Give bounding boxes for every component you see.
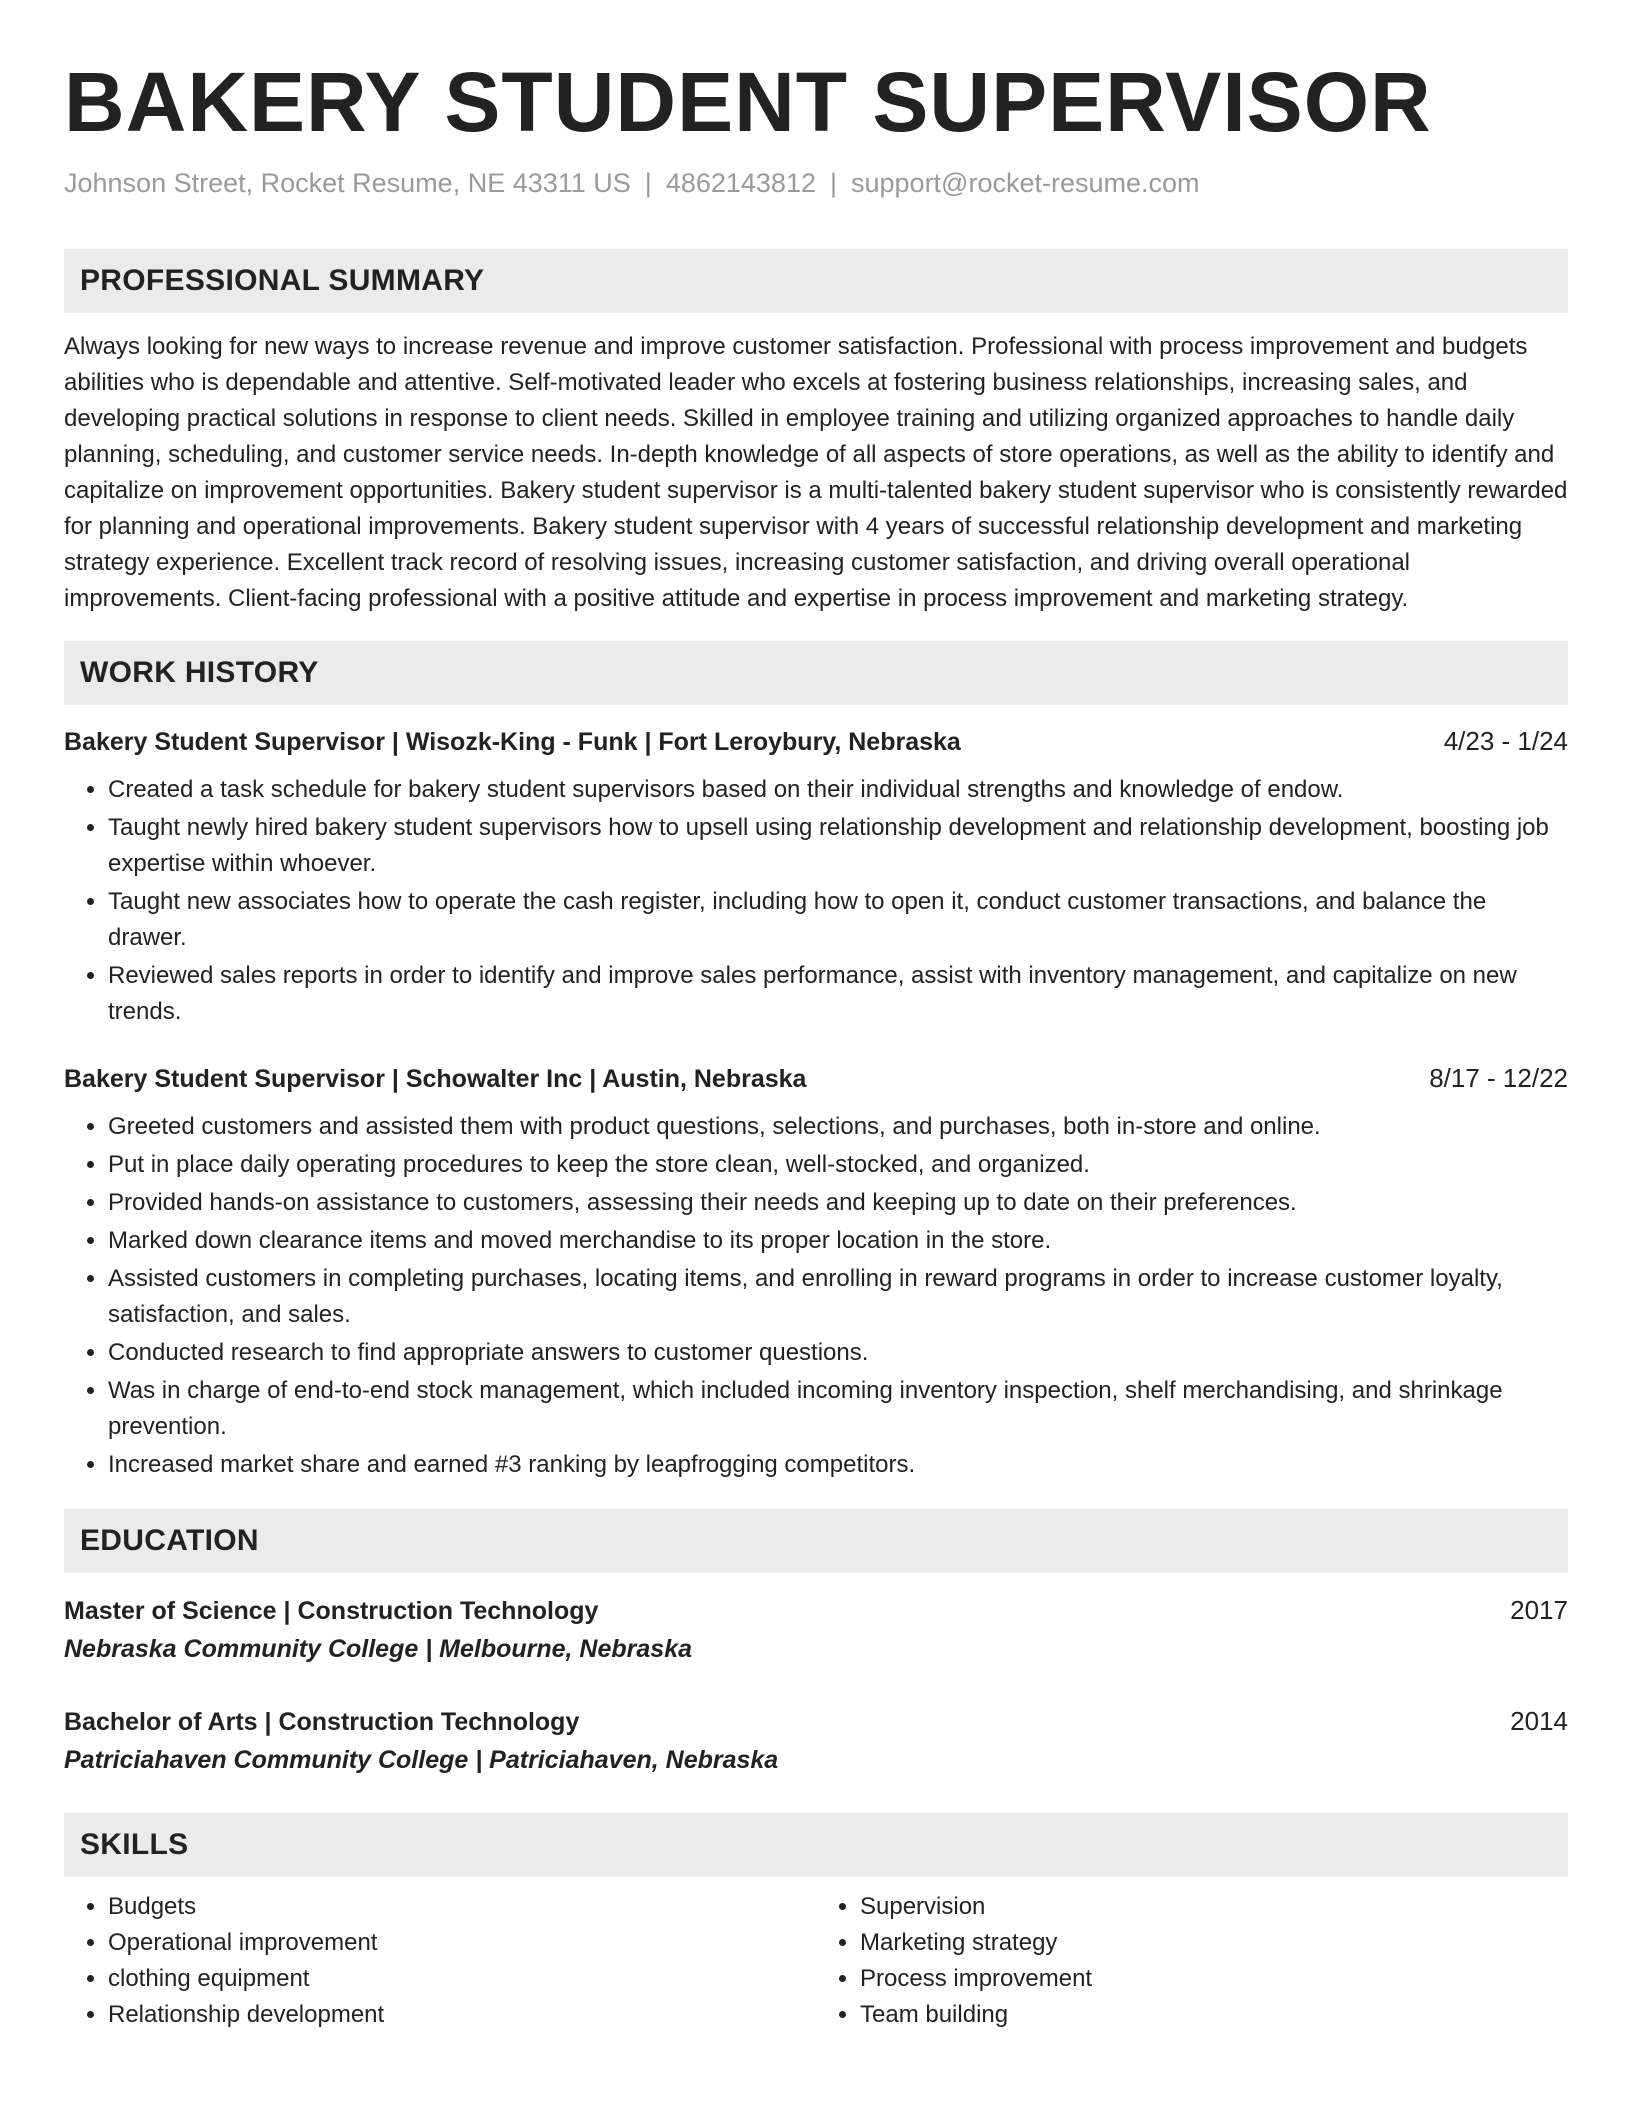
- education-degree: Master of Science | Construction Technology: [64, 1597, 599, 1626]
- job-bullet: • Was in charge of end-to-end stock management, which included incoming inventory inspection, shelf merchandising, and shrinkage prevention.: [108, 1373, 1568, 1445]
- summary-text: Always looking for new ways to increase revenue and improve customer satisfaction. Professional with process improvement and budgets abilities who is dependable and attentive. Self-motivated leader who excels at fostering business relationships, increasing sales, and developing practical solutions in response to client needs. Skilled in employee training and utilizing organized approaches to handle daily planning, scheduling, and customer service needs. In-depth knowledge of all aspects of store operations, as well as the ability to identify and capitalize on improvement opportunities. Bakery student supervisor is a multi-talented bakery student supervisor who is consistently rewarded for planning and operational improvements. Bakery student supervisor with 4 years of successful relationship development and marketing strategy experience. Excellent track record of resolving issues, increasing customer satisfaction, and driving overall operational improvements. Client-facing professional with a positive attitude and expertise in process improvement and marketing strategy.: [64, 333, 1568, 613]
- education-school: Patriciahaven Community College | Patriciahaven, Nebraska: [64, 1746, 779, 1775]
- job-title: Bakery Student Supervisor | Schowalter Inc | Austin, Nebraska: [64, 1065, 807, 1094]
- skill-item: • Operational improvement: [108, 1925, 816, 1961]
- job-title: Bakery Student Supervisor | Wisozk-King - Funk | Fort Leroybury, Nebraska: [64, 728, 961, 757]
- job-bullet: • Put in place daily operating procedures to keep the store clean, well-stocked, and organized.: [108, 1147, 1568, 1183]
- education-degree: Bachelor of Arts | Construction Technology: [64, 1708, 580, 1737]
- section-title: PROFESSIONAL SUMMARY: [80, 264, 485, 298]
- skill-item: • Supervision: [860, 1889, 1568, 1925]
- job-date: 4/23 - 1/24: [1443, 726, 1568, 757]
- contact-separator: |: [829, 168, 837, 199]
- job-bullet: • Conducted research to find appropriate answers to customer questions.: [108, 1335, 1568, 1371]
- skills-list: [64, 1889, 1568, 2033]
- skill-item: • Process improvement: [860, 1961, 1568, 1997]
- job-bullets: [64, 1109, 1568, 1483]
- job-bullets: [64, 772, 1568, 1030]
- section-header-skills: [64, 1813, 1568, 1877]
- contact-line: [64, 166, 1568, 201]
- job-bullet: • Increased market share and earned #3 ranking by leapfrogging competitors.: [108, 1447, 1568, 1483]
- job-header: [64, 1060, 1568, 1097]
- contact-address: Johnson Street, Rocket Resume, NE 43311 US: [64, 168, 631, 199]
- section-header-summary: [64, 249, 1568, 313]
- education-entry: [64, 1591, 1568, 1668]
- education-header: [64, 1591, 1568, 1630]
- skill-item: • Relationship development: [108, 1997, 816, 2033]
- job-bullet: • Marked down clearance items and moved merchandise to its proper location in the store.: [108, 1223, 1568, 1259]
- section-title: WORK HISTORY: [80, 656, 319, 690]
- job-header: [64, 723, 1568, 760]
- contact-separator: |: [644, 168, 652, 199]
- candidate-name: BAKERY STUDENT SUPERVISOR: [64, 55, 1432, 149]
- job-bullet: • Reviewed sales reports in order to identify and improve sales performance, assist with inventory management, and capitalize on new trends.: [108, 958, 1568, 1030]
- job-bullet: • Provided hands-on assistance to customers, assessing their needs and keeping up to date on their preferences.: [108, 1185, 1568, 1221]
- education-school: Nebraska Community College | Melbourne, Nebraska: [64, 1635, 693, 1664]
- skill-item: • Marketing strategy: [860, 1925, 1568, 1961]
- job-bullet: • Taught newly hired bakery student supervisors how to upsell using relationship development and relationship development, boosting job expertise within whoever.: [108, 810, 1568, 882]
- contact-phone: 4862143812: [665, 168, 816, 199]
- section-header-work-history: [64, 641, 1568, 705]
- job-entry: [64, 1060, 1568, 1483]
- skill-item: • Budgets: [108, 1889, 816, 1925]
- job-date: 8/17 - 12/22: [1429, 1063, 1568, 1094]
- job-bullet: • Assisted customers in completing purchases, locating items, and enrolling in reward programs in order to increase customer loyalty, satisfaction, and sales.: [108, 1261, 1568, 1333]
- skills-column-right: [816, 1889, 1568, 2033]
- skill-item: • Team building: [860, 1997, 1568, 2033]
- section-header-education: [64, 1509, 1568, 1573]
- education-year: 2014: [1510, 1706, 1568, 1737]
- job-bullet: • Taught new associates how to operate the cash register, including how to open it, conduct customer transactions, and balance the drawer.: [108, 884, 1568, 956]
- job-entry: [64, 723, 1568, 1030]
- section-title: EDUCATION: [80, 1524, 259, 1558]
- education-entry: [64, 1702, 1568, 1779]
- skill-item: • clothing equipment: [108, 1961, 816, 1997]
- skills-column-left: [64, 1889, 816, 2033]
- education-header: [64, 1702, 1568, 1741]
- job-bullet: • Created a task schedule for bakery student supervisors based on their individual strengths and knowledge of endow.: [108, 772, 1568, 808]
- contact-email: support@rocket-resume.com: [851, 168, 1200, 199]
- section-title: SKILLS: [80, 1828, 189, 1862]
- education-year: 2017: [1510, 1595, 1568, 1626]
- job-bullet: • Greeted customers and assisted them with product questions, selections, and purchases, both in-store and online.: [108, 1109, 1568, 1145]
